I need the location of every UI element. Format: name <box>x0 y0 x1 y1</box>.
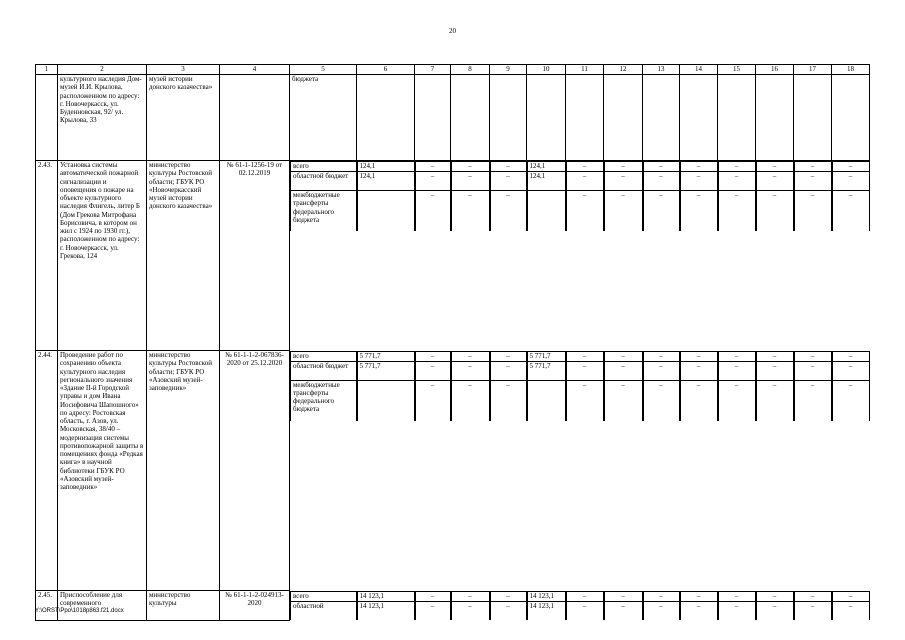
table-row <box>36 351 870 591</box>
value-year <box>527 380 565 421</box>
dash-value: – <box>566 162 603 172</box>
cell-org: министерство культуры Ростовской области; ГБУК РО «Азовский музей-заповедник» <box>147 351 220 591</box>
dash-value: – <box>718 162 755 172</box>
dash-value: – <box>832 591 869 601</box>
header-col-11: 11 <box>566 65 604 75</box>
header-col-17: 17 <box>794 65 832 75</box>
dash-value: – <box>718 361 755 380</box>
cell-col-15 <box>718 591 756 621</box>
cell-col-12 <box>604 351 643 591</box>
dash-value: – <box>604 172 642 191</box>
funding-source: всего <box>291 162 357 172</box>
cell-col-7 <box>415 591 451 621</box>
funding-source: областной <box>291 601 357 620</box>
header-col-18: 18 <box>832 65 870 75</box>
cell-col-9 <box>490 161 527 351</box>
dash-value: – <box>643 172 679 191</box>
dash-value: – <box>451 601 489 620</box>
value-year: 124,1 <box>527 162 565 172</box>
cell-num <box>36 75 58 161</box>
dash-value: – <box>451 380 489 421</box>
dash-value: – <box>566 601 603 620</box>
dash-value: – <box>566 380 603 421</box>
cell-source <box>290 591 357 621</box>
cell-col-11 <box>566 161 604 351</box>
table-row <box>36 161 870 351</box>
cell-col-15 <box>718 161 756 351</box>
cell-col-6 <box>357 161 415 351</box>
header-col-4: 4 <box>220 65 290 75</box>
cell-col-15 <box>718 351 756 591</box>
cell-name: Проведение работ по сохранению объекта культурного наследия регионального значения «Здание II-й Городской управы и дом Ивана Иосифовича Шапошного» по адресу: Ростовская область, г. Азов, ул. Московская, 38/40 – модернизация системы противопожарной защиты в помещениях фонда «Редкая книга» в научной библиотеки ГБУК РО «Азовский музей-заповедник» <box>58 351 147 591</box>
dash-value: – <box>643 162 679 172</box>
page-number: 20 <box>449 27 456 35</box>
cell-doc: № 61-1-1256-19 от 02.12.2019 <box>220 161 290 351</box>
dash-value: – <box>490 591 526 601</box>
dash-value: – <box>643 591 679 601</box>
cell-name: Приспособление для современного <box>58 591 147 621</box>
dash-value: – <box>680 162 717 172</box>
dash-value: – <box>794 162 831 172</box>
dash-value: – <box>832 351 869 361</box>
value-year: 5 771,7 <box>527 361 565 380</box>
cell-col-17 <box>794 161 832 351</box>
cell-name: культурного наследия Дом-музей И.И. Крылова, расположенном по адресу: г. Новочеркасск, ул. Буденновская, 92/ ул. Крылова, 33 <box>58 75 147 161</box>
cell-name: Установка системы автоматической пожарной сигнализации и оповещения о пожаре на объекте культурного наследия Флигель, литер Б (Дом Грекова Митрофана Борисовича, в котором он жил с 1924 по 1930 гг.), расположенном по адресу: г. Новочеркасск, ул. Грекова, 124 <box>58 161 147 351</box>
dash-value: – <box>604 380 642 421</box>
dash-value: – <box>680 380 717 421</box>
cell-org: музей истории донского казачества» <box>147 75 220 161</box>
funding-source: областной бюджет <box>291 361 357 380</box>
dash-value: – <box>718 191 755 232</box>
cell-col-7 <box>415 351 451 591</box>
header-col-13: 13 <box>643 65 680 75</box>
cell-col-18 <box>832 161 870 351</box>
cell-col-18 <box>832 351 870 591</box>
dash-value: – <box>415 591 450 601</box>
cell-col-8 <box>451 591 490 621</box>
dash-value: – <box>643 351 679 361</box>
value-total <box>357 191 414 232</box>
value-year: 124,1 <box>527 172 565 191</box>
dash-value: – <box>604 601 642 620</box>
dash-value: – <box>415 191 450 232</box>
dash-value: – <box>680 351 717 361</box>
cell-col-8 <box>451 161 490 351</box>
value-total: 5 771,7 <box>357 361 414 380</box>
dash-value: – <box>680 361 717 380</box>
program-table <box>35 64 870 621</box>
dash-value: – <box>832 162 869 172</box>
dash-value: – <box>832 601 869 620</box>
header-col-2: 2 <box>58 65 147 75</box>
continued-row <box>36 75 870 161</box>
dash-value: – <box>718 601 755 620</box>
dash-value: – <box>794 601 831 620</box>
dash-value: – <box>794 351 831 361</box>
dash-value: – <box>415 162 450 172</box>
dash-value: – <box>794 191 831 232</box>
dash-value: – <box>604 162 642 172</box>
dash-value: – <box>566 591 603 601</box>
cell-source <box>290 351 357 591</box>
dash-value: – <box>490 351 526 361</box>
dash-value: – <box>490 361 526 380</box>
header-col-14: 14 <box>680 65 718 75</box>
cell-col-10 <box>527 591 566 621</box>
dash-value: – <box>718 380 755 421</box>
dash-value: – <box>756 380 793 421</box>
header-row <box>36 65 870 75</box>
dash-value: – <box>451 191 489 232</box>
cell-col-10 <box>527 161 566 351</box>
dash-value: – <box>566 361 603 380</box>
file-path-footer: Y:\ORST\Ppo\1018p863.f21.docx <box>35 608 124 614</box>
funding-source: всего <box>291 351 357 361</box>
header-col-15: 15 <box>718 65 756 75</box>
dash-value: – <box>718 591 755 601</box>
dash-value: – <box>680 591 717 601</box>
dash-value: – <box>756 591 793 601</box>
dash-value: – <box>680 191 717 232</box>
cell-num: 2.43. <box>36 161 58 351</box>
header-col-1: 1 <box>36 65 58 75</box>
dash-value: – <box>756 191 793 232</box>
cell-col-16 <box>756 161 794 351</box>
dash-value: – <box>718 172 755 191</box>
cell-col-14 <box>680 591 718 621</box>
value-year: 5 771,7 <box>527 351 565 361</box>
table-row <box>36 591 870 621</box>
cell-col-12 <box>604 591 643 621</box>
dash-value: – <box>490 380 526 421</box>
value-year <box>527 191 565 232</box>
dash-value: – <box>832 172 869 191</box>
cell-col-16 <box>756 591 794 621</box>
funding-source: межбюджетные трансферты федерального бюджета <box>291 191 357 232</box>
cell-col-14 <box>680 351 718 591</box>
dash-value: – <box>643 191 679 232</box>
dash-value: – <box>415 380 450 421</box>
dash-value: – <box>451 172 489 191</box>
dash-value: – <box>832 361 869 380</box>
dash-value: – <box>680 601 717 620</box>
dash-value: – <box>415 172 450 191</box>
cell-col-7 <box>415 161 451 351</box>
cell-num: 2.44. <box>36 351 58 591</box>
cell-col-8 <box>451 351 490 591</box>
cell-col-6 <box>357 591 415 621</box>
dash-value: – <box>415 351 450 361</box>
value-total: 124,1 <box>357 162 414 172</box>
dash-value: – <box>832 380 869 421</box>
header-col-6: 6 <box>357 65 415 75</box>
cell-col-13 <box>643 161 680 351</box>
dash-value: – <box>415 601 450 620</box>
dash-value: – <box>451 351 489 361</box>
cell-org: министерство культуры <box>147 591 220 621</box>
dash-value: – <box>490 162 526 172</box>
cell-doc <box>220 75 290 161</box>
dash-value: – <box>794 380 831 421</box>
dash-value: – <box>756 172 793 191</box>
dash-value: – <box>794 172 831 191</box>
dash-value: – <box>604 591 642 601</box>
dash-value: – <box>756 351 793 361</box>
cell-source: бюджета <box>290 75 357 161</box>
cell-col-9 <box>490 351 527 591</box>
funding-source: областной бюджет <box>291 172 357 191</box>
dash-value: – <box>490 172 526 191</box>
header-col-16: 16 <box>756 65 794 75</box>
header-col-12: 12 <box>604 65 643 75</box>
dash-value: – <box>643 380 679 421</box>
cell-col-12 <box>604 161 643 351</box>
header-col-9: 9 <box>490 65 527 75</box>
cell-col-11 <box>566 351 604 591</box>
dash-value: – <box>490 191 526 232</box>
dash-value: – <box>566 172 603 191</box>
cell-source <box>290 161 357 351</box>
dash-value: – <box>643 361 679 380</box>
value-total: 5 771,7 <box>357 351 414 361</box>
dash-value: – <box>718 351 755 361</box>
dash-value: – <box>604 191 642 232</box>
funding-source: всего <box>291 591 357 601</box>
header-col-3: 3 <box>147 65 220 75</box>
value-total: 14 123,1 <box>357 591 414 601</box>
dash-value: – <box>604 351 642 361</box>
cell-col-13 <box>643 591 680 621</box>
dash-value: – <box>832 191 869 232</box>
cell-col-9 <box>490 591 527 621</box>
header-col-7: 7 <box>415 65 451 75</box>
cell-col-17 <box>794 591 832 621</box>
cell-num: 2.45. <box>36 591 58 621</box>
cell-col-13 <box>643 351 680 591</box>
dash-value: – <box>415 361 450 380</box>
value-total: 14 123,1 <box>357 601 414 620</box>
funding-source: межбюджетные трансферты федерального бюджета <box>291 380 357 421</box>
dash-value: – <box>643 601 679 620</box>
dash-value: – <box>794 361 831 380</box>
dash-value: – <box>566 351 603 361</box>
dash-value: – <box>794 591 831 601</box>
value-year: 14 123,1 <box>527 601 565 620</box>
cell-col-10 <box>527 351 566 591</box>
dash-value: – <box>680 172 717 191</box>
dash-value: – <box>451 591 489 601</box>
value-year: 14 123,1 <box>527 591 565 601</box>
dash-value: – <box>451 361 489 380</box>
cell-doc: № 61-1-1-2-067836-2020 от 25.12.2020 <box>220 351 290 591</box>
value-total: 124,1 <box>357 172 414 191</box>
cell-doc: № 61-1-1-2-024913-2020 <box>220 591 290 621</box>
dash-value: – <box>451 162 489 172</box>
value-total <box>357 380 414 421</box>
dash-value: – <box>490 601 526 620</box>
cell-col-14 <box>680 161 718 351</box>
cell-col-16 <box>756 351 794 591</box>
header-col-5: 5 <box>290 65 357 75</box>
cell-col-17 <box>794 351 832 591</box>
dash-value: – <box>756 361 793 380</box>
header-col-8: 8 <box>451 65 490 75</box>
dash-value: – <box>604 361 642 380</box>
dash-value: – <box>756 601 793 620</box>
cell-col-6 <box>357 351 415 591</box>
dash-value: – <box>756 162 793 172</box>
header-col-10: 10 <box>527 65 566 75</box>
dash-value: – <box>566 191 603 232</box>
cell-col-11 <box>566 591 604 621</box>
cell-org: министерство культуры Ростовской области; ГБУК РО «Новочеркасский музей истории донского казачества» <box>147 161 220 351</box>
cell-col-18 <box>832 591 870 621</box>
